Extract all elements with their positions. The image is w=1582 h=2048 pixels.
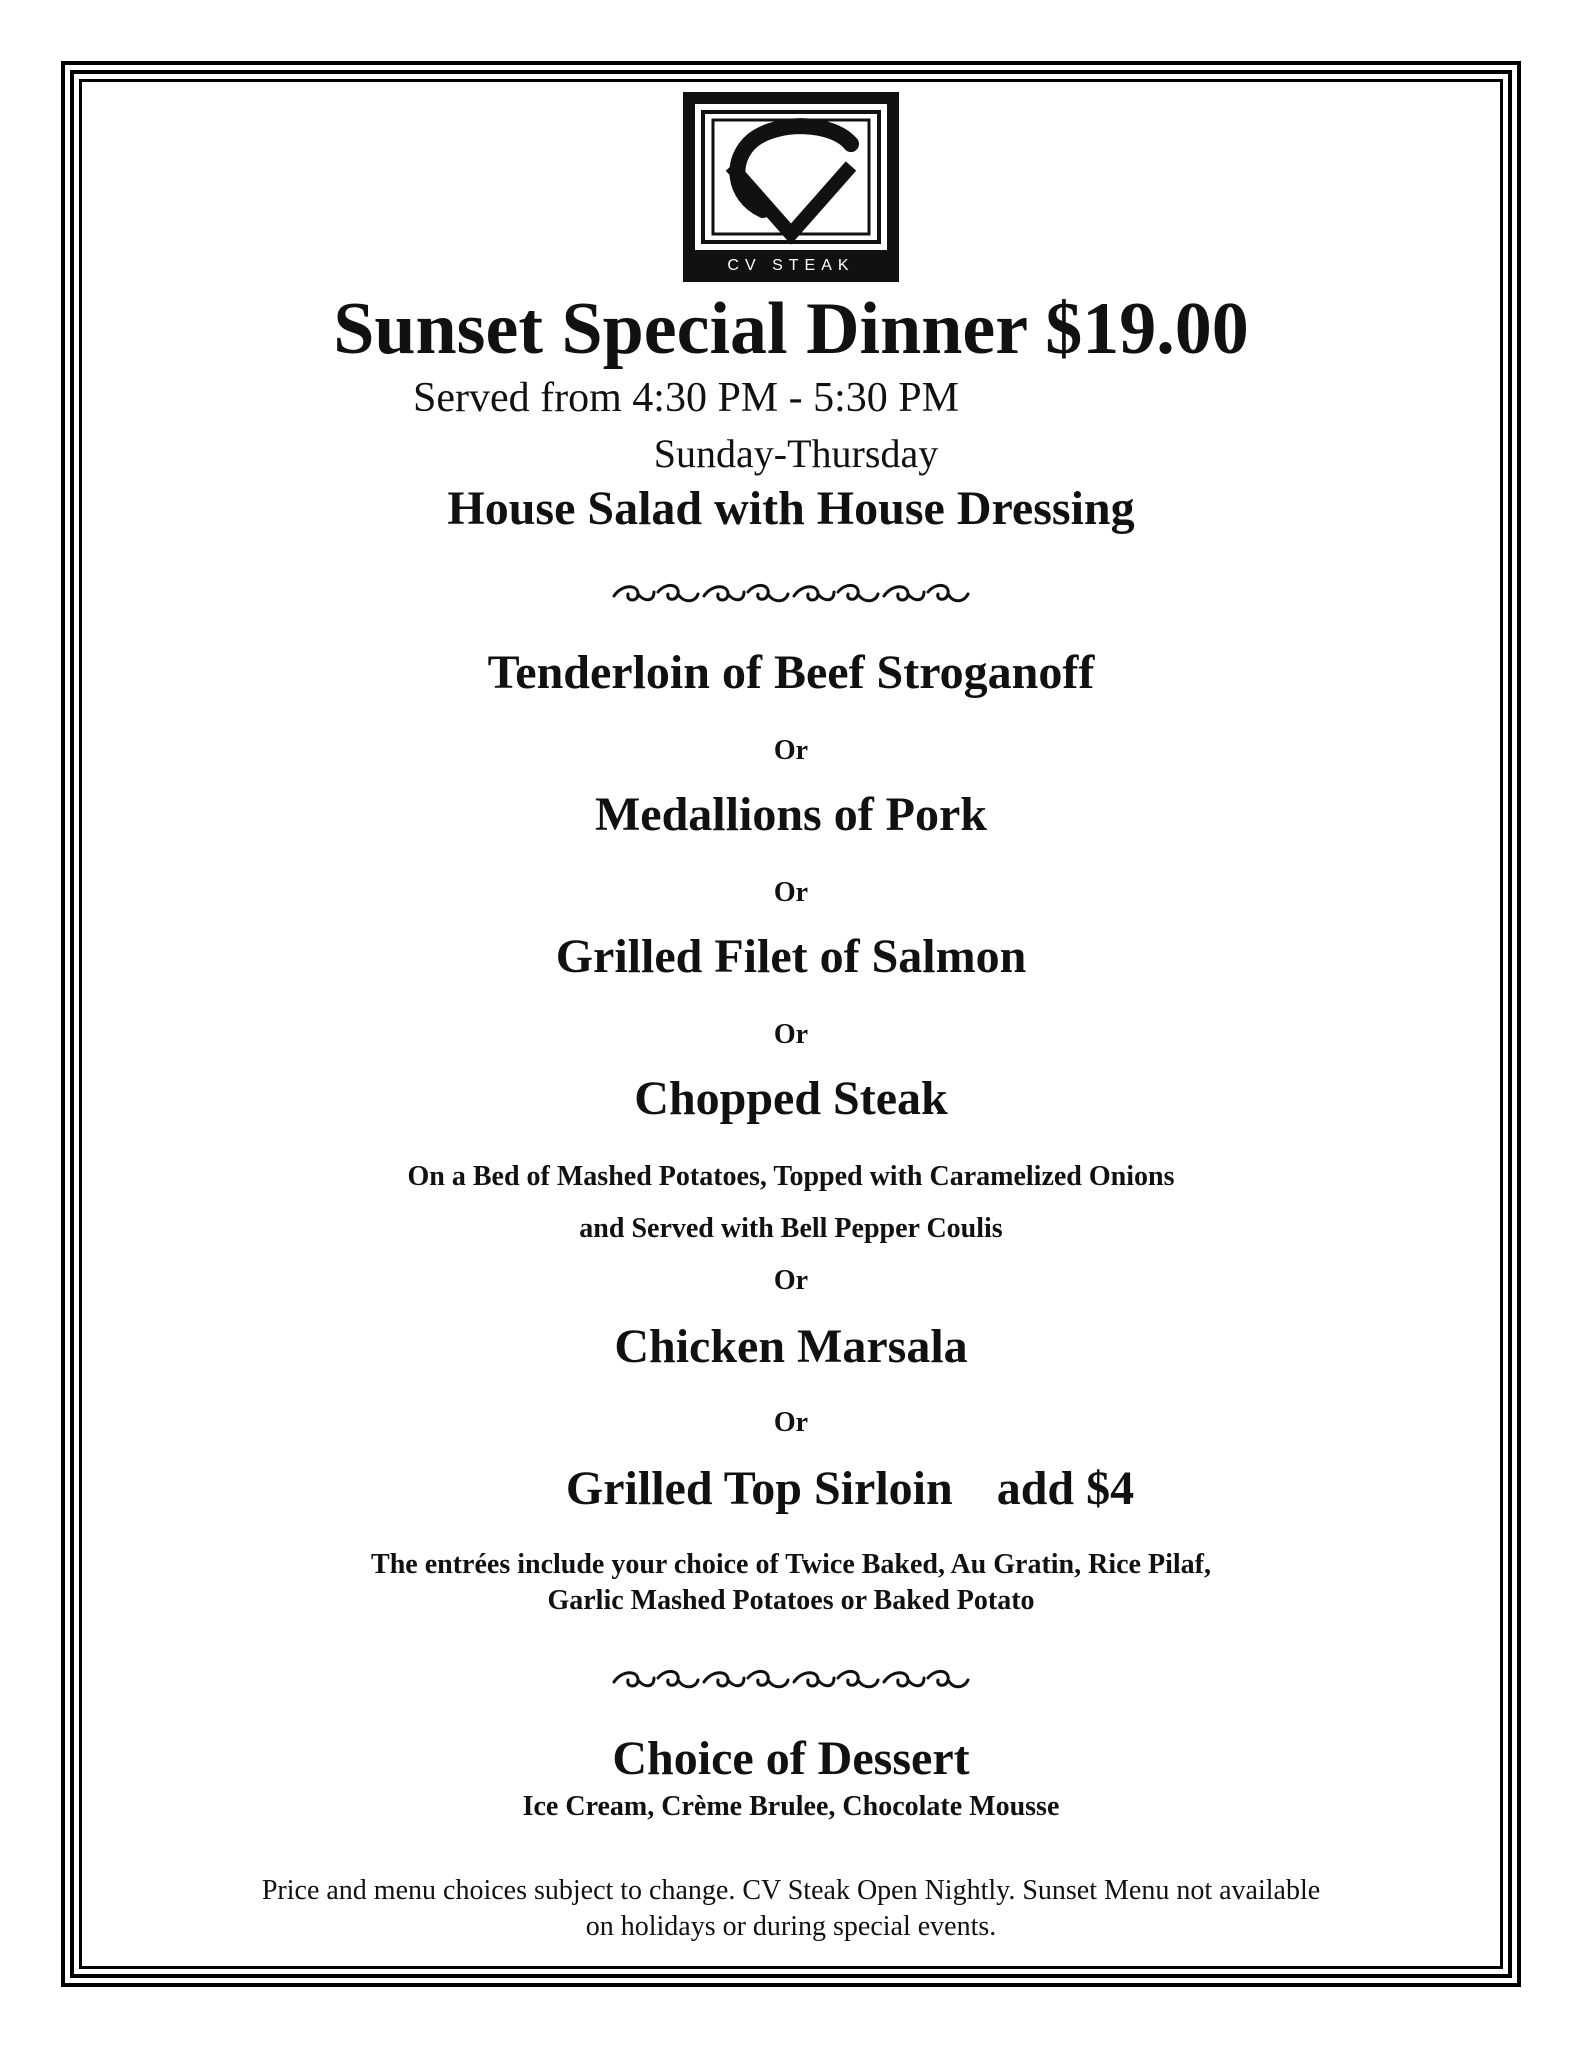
cv-steak-logo	[683, 92, 899, 282]
entree-salmon: Grilled Filet of Salmon	[555, 930, 1027, 983]
entree-chicken-marsala: Chicken Marsala	[614, 1320, 968, 1373]
or-separator: Or	[773, 877, 809, 908]
entree-stroganoff: Tenderloin of Beef Stroganoff	[487, 646, 1095, 699]
or-separator: Or	[773, 1407, 809, 1438]
dessert-items: Ice Cream, Crème Brulee, Chocolate Mousse	[522, 1791, 1060, 1822]
service-days: Sunday-Thursday	[653, 431, 939, 476]
chopped-steak-description-line2: and Served with Bell Pepper Coulis	[579, 1213, 1003, 1244]
entree-chopped-steak: Chopped Steak	[634, 1072, 948, 1125]
ornament-divider	[608, 576, 974, 612]
dessert-heading: Choice of Dessert	[612, 1732, 970, 1785]
sides-line1: The entrées include your choice of Twice Baked, Au Gratin, Rice Pilaf,	[371, 1549, 1211, 1580]
entree-top-sirloin	[0, 1460, 1582, 1518]
or-separator: Or	[773, 735, 809, 766]
service-hours: Served from 4:30 PM - 5:30 PM	[413, 375, 959, 421]
chopped-steak-description-line1: On a Bed of Mashed Potatoes, Topped with Caramelized Onions	[407, 1161, 1175, 1192]
ornament-divider	[608, 1662, 974, 1698]
footer-note-line2: on holidays or during special events.	[585, 1911, 997, 1942]
or-separator: Or	[773, 1265, 809, 1296]
entree-pork: Medallions of Pork	[595, 788, 987, 841]
sides-line2: Garlic Mashed Potatoes or Baked Potato	[547, 1585, 1035, 1616]
or-separator: Or	[773, 1019, 809, 1050]
logo-caption: CV STEAK	[727, 257, 855, 274]
menu-title: Sunset Special Dinner $19.00	[333, 288, 1249, 370]
top-sirloin-addon-price: add $4	[996, 1462, 1135, 1515]
salad-course: House Salad with House Dressing	[447, 482, 1135, 535]
top-sirloin-name: Grilled Top Sirloin	[565, 1462, 953, 1515]
footer-note-line1: Price and menu choices subject to change. CV Steak Open Nightly. Sunset Menu not available	[261, 1875, 1321, 1906]
